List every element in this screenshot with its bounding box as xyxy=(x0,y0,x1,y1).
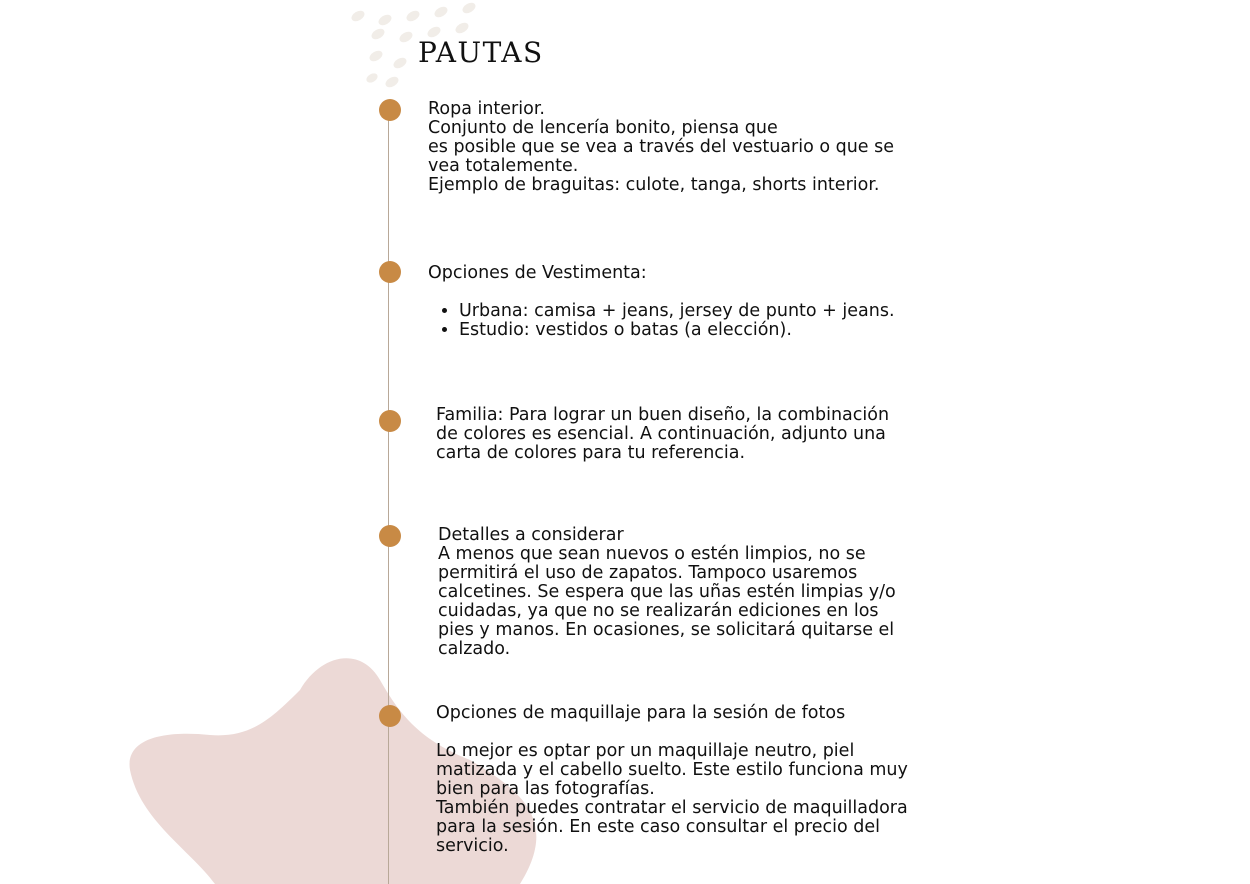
text-line: Detalles a considerar xyxy=(438,525,624,545)
dot xyxy=(384,75,401,90)
text-line: Lo mejor es optar por un maquillaje neutro, piel xyxy=(436,741,855,761)
timeline-bullet xyxy=(379,410,401,432)
section-details xyxy=(438,526,896,659)
text-line: calzado. xyxy=(438,639,511,659)
text-line: Ropa interior. xyxy=(428,99,545,119)
dot xyxy=(398,30,415,45)
section-family xyxy=(436,406,889,463)
dot xyxy=(461,1,478,16)
text-line: pies y manos. En ocasiones, se solicitará quitarse el xyxy=(438,620,895,640)
dot xyxy=(350,9,367,24)
text-line: Conjunto de lencería bonito, piensa que xyxy=(428,118,778,138)
section-makeup xyxy=(436,704,908,856)
text-line: calcetines. Se espera que las uñas estén limpias y/o xyxy=(438,582,896,602)
text-line: vea totalemente. xyxy=(428,156,579,176)
list-item: • Estudio: vestidos o batas (a elección). xyxy=(459,321,895,340)
timeline-bullet xyxy=(379,99,401,121)
clothing-options-list xyxy=(428,302,895,340)
text-line: de colores es esencial. A continuación, adjunto una xyxy=(436,424,886,444)
list-item: • Urbana: camisa + jeans, jersey de punto + jeans. xyxy=(459,302,895,321)
text-line: carta de colores para tu referencia. xyxy=(436,443,746,463)
page-title: PAUTAS xyxy=(418,36,544,69)
text-line: También puedes contratar el servicio de maquilladora xyxy=(436,798,908,818)
text-line: A menos que sean nuevos o estén limpios, no se xyxy=(438,544,866,564)
text-line: para la sesión. En este caso consultar el precio del xyxy=(436,817,880,837)
timeline-bullet xyxy=(379,705,401,727)
text-line: Ejemplo de braguitas: culote, tanga, shorts interior. xyxy=(428,175,880,195)
dot xyxy=(454,21,471,36)
timeline-bullet xyxy=(379,525,401,547)
text-line: servicio. xyxy=(436,836,509,856)
timeline-line xyxy=(388,100,389,884)
section-heading: Opciones de Vestimenta: xyxy=(428,263,647,283)
dot xyxy=(405,9,422,24)
text-line: cuidadas, ya que no se realizarán ediciones en los xyxy=(438,601,879,621)
timeline-bullet xyxy=(379,261,401,283)
text-line: permitirá el uso de zapatos. Tampoco usaremos xyxy=(438,563,858,583)
dot xyxy=(368,49,385,64)
text-line: Familia: Para lograr un buen diseño, la combinación xyxy=(436,405,890,425)
dot xyxy=(392,56,409,71)
dot xyxy=(370,27,387,42)
text-line: es posible que se vea a través del vestuario o que se xyxy=(428,137,895,157)
dot xyxy=(365,72,379,85)
text-line: bien para las fotografías. xyxy=(436,779,655,799)
section-heading: Opciones de maquillaje para la sesión de fotos xyxy=(436,703,846,723)
dot xyxy=(377,13,394,28)
dot xyxy=(433,5,450,20)
section-clothing-options xyxy=(428,264,895,340)
text-line: matizada y el cabello suelto. Este estilo funciona muy xyxy=(436,760,908,780)
section-underwear xyxy=(428,100,894,195)
